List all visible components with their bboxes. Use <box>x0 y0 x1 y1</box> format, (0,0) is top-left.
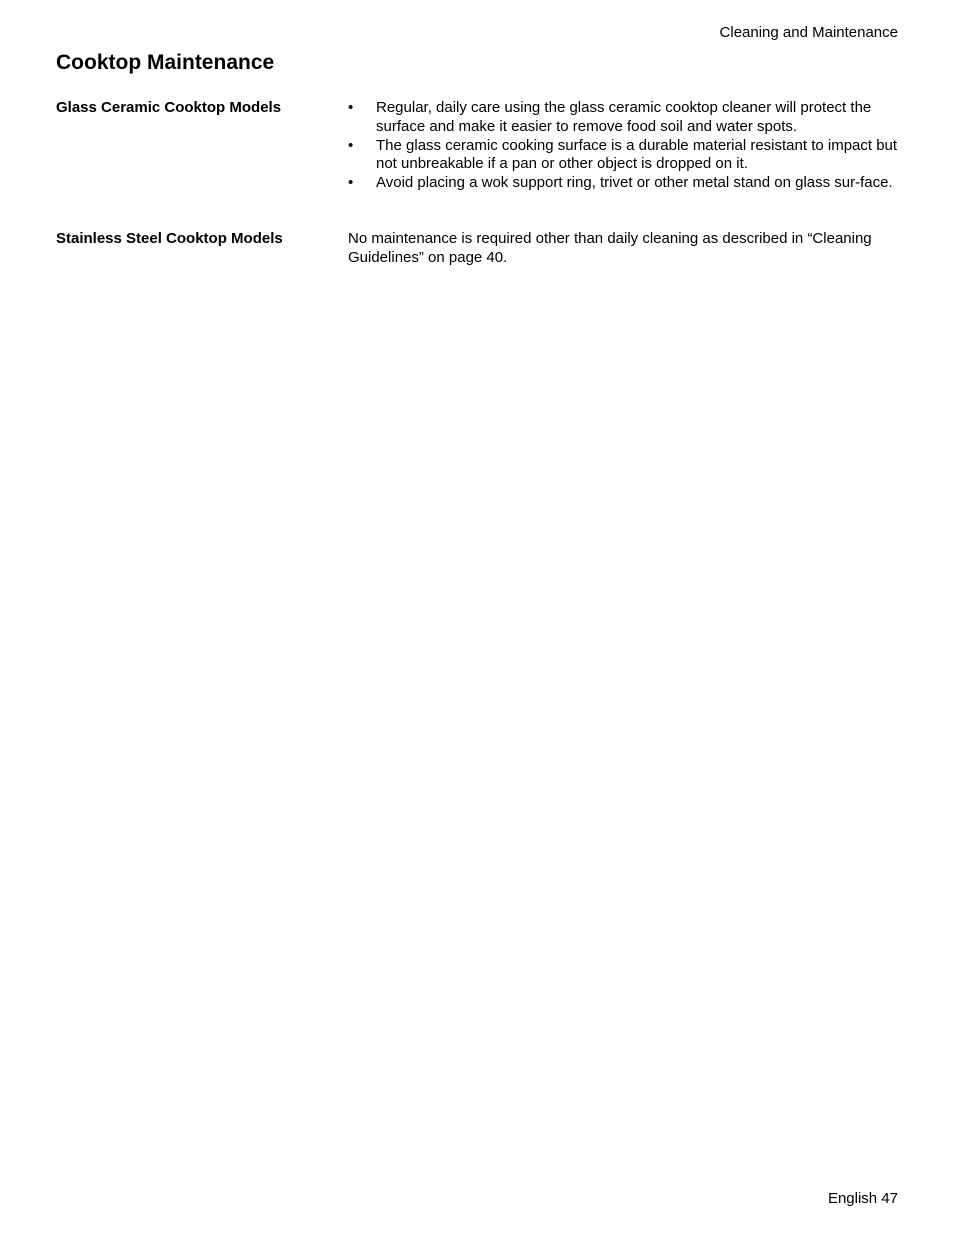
page-title: Cooktop Maintenance <box>56 51 275 74</box>
bullet-icon: • <box>348 174 354 192</box>
stainless-steel-body: No maintenance is required other than daily cleaning as described in “Cleaning Guidelines” on page 40. <box>348 230 872 266</box>
list-item <box>348 137 898 175</box>
list-item <box>348 99 898 137</box>
bullet-list <box>348 99 898 193</box>
glass-ceramic-body <box>348 99 898 193</box>
section-heading-stainless-steel: Stainless Steel Cooktop Models <box>56 230 283 247</box>
bullet-text: Regular, daily care using the glass ceramic cooktop cleaner will protect the surface and make it easier to remove food soil and water spots. <box>376 99 872 135</box>
section-heading-glass-ceramic: Glass Ceramic Cooktop Models <box>56 99 282 116</box>
running-header: Cleaning and Maintenance <box>719 24 898 41</box>
bullet-icon: • <box>348 99 354 116</box>
bullet-icon: • <box>348 136 354 154</box>
list-item <box>348 174 898 193</box>
page-number: English 47 <box>827 1190 898 1207</box>
bullet-text: The glass ceramic cooking surface is a durable material resistant to impact but not unbreakable if a pan or other object is dropped on it. <box>376 136 898 173</box>
bullet-text: Avoid placing a wok support ring, trivet or other metal stand on glass sur-face. <box>376 174 893 192</box>
